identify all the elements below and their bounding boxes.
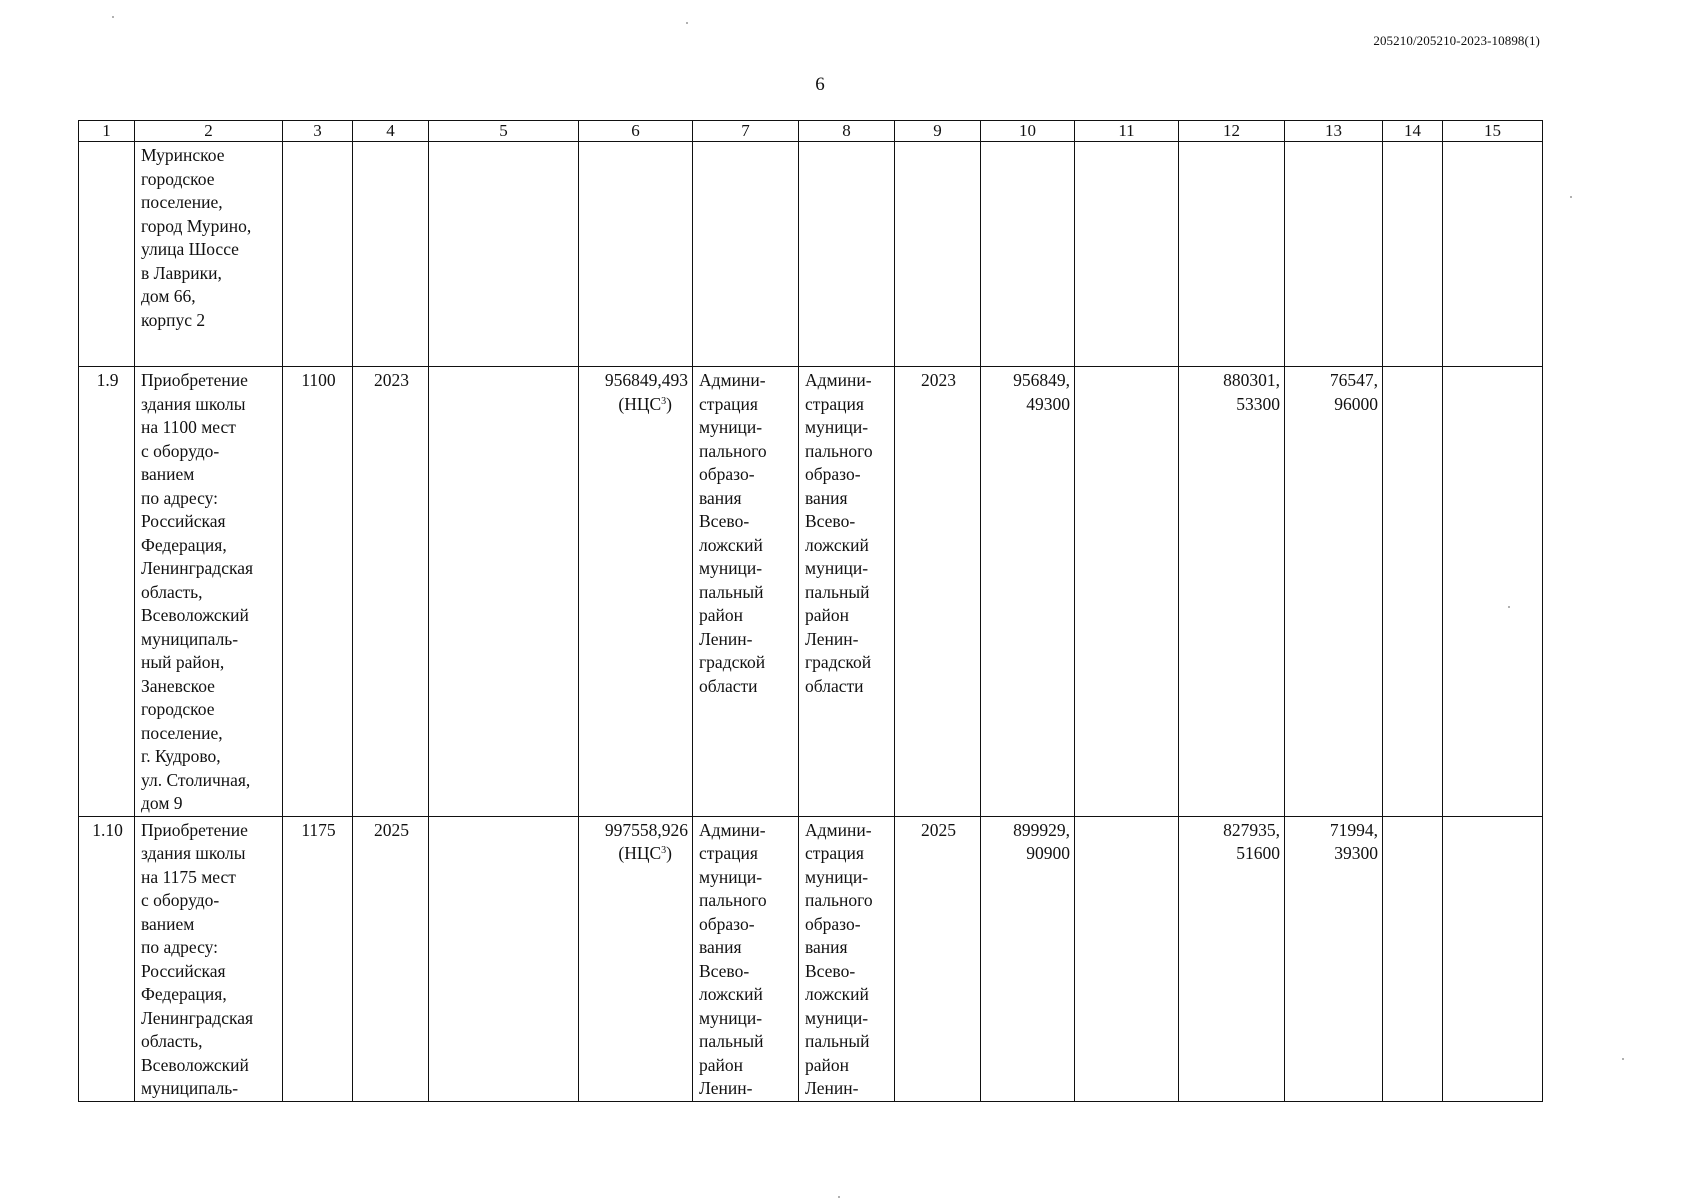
period-year-cell	[895, 142, 981, 367]
cell-text: 2023	[921, 370, 956, 390]
cell-line: пального	[699, 890, 767, 910]
amount-federal-cell	[1179, 816, 1285, 1101]
cell-line: 899929,	[1013, 819, 1070, 840]
cell-line: город Мурино,	[141, 215, 252, 236]
cost-note: (НЦС$^3$)	[618, 393, 672, 414]
amount-federal-cell	[1179, 367, 1285, 817]
column-number-row	[79, 121, 1543, 142]
cell-line: Всеволожский	[141, 605, 249, 625]
cell-line: муниципаль-	[141, 1078, 239, 1098]
amount-total-cell	[981, 367, 1075, 817]
column-15-cell	[1443, 367, 1543, 817]
cell-line: дом 66,	[141, 286, 196, 306]
column-14-cell	[1383, 367, 1443, 817]
cell-line: район	[699, 1054, 743, 1075]
cell-line: муници-	[699, 1007, 763, 1028]
cell-line: по адресу:	[141, 937, 219, 957]
cell-text: 2023	[374, 370, 409, 390]
cost-note: (НЦС$^3$)	[618, 843, 672, 863]
column-number-4: 4	[353, 121, 429, 142]
cell-line: с оборудо-	[141, 440, 220, 461]
column-15-cell	[1443, 816, 1543, 1101]
cell-line: Федерация,	[141, 984, 227, 1004]
cell-line: муниципаль-	[141, 628, 239, 649]
cell-line: Российская	[141, 960, 226, 981]
year-cell	[353, 367, 429, 817]
cell-line: Всево-	[699, 960, 750, 981]
cell-line: район	[805, 605, 849, 625]
cell-line: здания школы	[141, 843, 246, 863]
column-number-9: 9	[895, 121, 981, 142]
cell-line: район	[699, 605, 743, 625]
cell-line: 90900	[1026, 843, 1070, 863]
cell-text: 1.10	[92, 819, 123, 840]
period-year-cell	[895, 367, 981, 817]
column-5-cell	[429, 816, 579, 1101]
cell-line: вания	[805, 487, 848, 508]
cell-line: 880301,	[1223, 370, 1280, 390]
capacity-cell	[283, 142, 353, 367]
cell-line: Ленин-	[699, 1078, 753, 1098]
capacity-cell	[283, 816, 353, 1101]
cell-line: Приобретение	[141, 370, 248, 390]
cell-line: муници-	[699, 417, 763, 437]
cell-line: образо-	[699, 464, 755, 484]
cell-line: Админи-	[699, 370, 766, 390]
customer-cell	[693, 367, 799, 817]
column-number-11: 11	[1075, 121, 1179, 142]
column-number-14: 14	[1383, 121, 1443, 142]
cost-value: 997558,926	[604, 819, 688, 840]
cell-line: ул. Столичная,	[141, 769, 251, 790]
cell-line: Всево-	[805, 960, 856, 981]
cost-value: 956849,493	[604, 370, 688, 390]
column-number-3: 3	[283, 121, 353, 142]
cell-line: ложский	[805, 534, 869, 555]
page-number: 6	[815, 74, 825, 95]
column-number-10: 10	[981, 121, 1075, 142]
cell-line: 827935,	[1223, 819, 1280, 840]
amount-total-cell	[981, 816, 1075, 1101]
cost-note-text: (НЦС	[618, 393, 662, 414]
cell-line: пальный	[805, 1031, 870, 1051]
cell-line: ный район,	[141, 652, 225, 672]
cell-line: градской	[699, 652, 766, 672]
cell-line: 96000	[1334, 393, 1378, 414]
amount-regional-cell	[1285, 816, 1383, 1101]
cell-line: в Лаврики,	[141, 262, 222, 283]
cell-line: страция	[805, 843, 864, 863]
cell-line: Всево-	[699, 511, 750, 531]
cell-line: с оборудо-	[141, 890, 220, 910]
cell-line: муници-	[699, 558, 763, 578]
cost-note-text: (НЦС	[618, 843, 662, 863]
amount-regional-cell	[1285, 142, 1383, 367]
cell-line: Админи-	[805, 370, 872, 390]
table-row	[79, 816, 1543, 1101]
cell-line: район	[805, 1054, 849, 1075]
column-number-8: 8	[799, 121, 895, 142]
cell-line: Админи-	[699, 819, 766, 840]
column-number-1: 1	[79, 121, 135, 142]
cell-line: на 1100 мест	[141, 417, 236, 437]
cell-line	[1291, 168, 1378, 192]
estimated-cost-cell	[579, 142, 693, 367]
cell-line: Ленинградская	[141, 558, 254, 578]
column-11-cell	[1075, 816, 1179, 1101]
estimated-cost-cell	[579, 816, 693, 1101]
cell-line: пального	[805, 440, 873, 461]
cell-text: 2025	[374, 819, 409, 840]
cell-line: Всеволожский	[141, 1054, 249, 1075]
column-11-cell	[1075, 367, 1179, 817]
cell-line: 956849,	[1013, 370, 1070, 390]
cell-line: 49300	[1026, 393, 1070, 414]
column-number-5: 5	[429, 121, 579, 142]
year-cell	[353, 816, 429, 1101]
cell-line: по адресу:	[141, 487, 219, 508]
cell-line: 76547,	[1329, 370, 1378, 390]
cell-line: пальный	[699, 1031, 764, 1051]
cell-line: Ленин-	[805, 1078, 859, 1098]
amount-total-cell	[981, 142, 1075, 367]
cell-line: страция	[699, 393, 758, 414]
column-5-cell	[429, 367, 579, 817]
cell-line	[1185, 168, 1280, 192]
executor-cell	[799, 367, 895, 817]
description-cell	[135, 816, 283, 1101]
column-5-cell	[429, 142, 579, 367]
cell-line: области	[805, 675, 864, 696]
cell-text: 2025	[921, 819, 956, 840]
cell-line: поселение,	[141, 722, 223, 743]
cell-line: городское	[141, 699, 215, 719]
table-row	[79, 367, 1543, 817]
column-14-cell	[1383, 142, 1443, 367]
cell-line: область,	[141, 1031, 203, 1051]
footnote-mark: 3	[661, 845, 667, 856]
cell-line: на 1175 мест	[141, 866, 236, 887]
cell-line: образо-	[699, 913, 755, 934]
cell-line: городское	[141, 168, 215, 189]
cell-line: Ленинградская	[141, 1007, 254, 1028]
cell-line: вания	[699, 937, 742, 957]
item-number-cell	[79, 816, 135, 1101]
column-15-cell	[1443, 142, 1543, 367]
cell-line: ложский	[805, 984, 869, 1004]
executor-cell	[799, 142, 895, 367]
cell-line	[987, 144, 1070, 168]
description-cell	[135, 367, 283, 817]
cell-line: муници-	[805, 417, 869, 437]
cell-line	[1185, 144, 1280, 168]
cell-text: 1100	[301, 370, 336, 390]
cell-line: 39300	[1334, 843, 1378, 863]
column-number-7: 7	[693, 121, 799, 142]
cell-line: страция	[805, 393, 864, 414]
cell-line: ванием	[141, 464, 195, 484]
cell-text: 1.9	[96, 370, 119, 390]
cell-line: 51600	[1236, 843, 1280, 863]
cell-line: область,	[141, 581, 203, 602]
cell-line: пальный	[699, 581, 764, 602]
cell-line: Заневское	[141, 675, 215, 696]
customer-cell	[693, 816, 799, 1101]
cell-line: образо-	[805, 913, 861, 934]
cell-line: Приобретение	[141, 819, 248, 840]
column-14-cell	[1383, 816, 1443, 1101]
cell-line: вания	[699, 487, 742, 508]
cell-line: Федерация,	[141, 534, 227, 555]
customer-cell	[693, 142, 799, 367]
cell-line: ложский	[699, 984, 763, 1004]
column-number-15: 15	[1443, 121, 1543, 142]
document-id: 205210/205210-2023-10898(1)	[1373, 33, 1540, 48]
amount-federal-cell	[1179, 142, 1285, 367]
cell-line: Всево-	[805, 511, 856, 531]
column-number-2: 2	[135, 121, 283, 142]
cell-line: Ленин-	[699, 628, 753, 649]
capacity-cell	[283, 367, 353, 817]
estimated-cost-cell	[579, 367, 693, 817]
year-cell	[353, 142, 429, 367]
executor-cell	[799, 816, 895, 1101]
cell-line: Российская	[141, 511, 226, 531]
description-cell	[135, 142, 283, 367]
cell-line: Админи-	[805, 819, 872, 840]
cell-text: 1175	[301, 819, 336, 840]
cell-line: Муринское	[141, 145, 225, 165]
cell-line: ложский	[699, 534, 763, 555]
cell-line: области	[699, 675, 758, 696]
item-number-cell	[79, 142, 135, 367]
column-number-12: 12	[1179, 121, 1285, 142]
cell-line: 53300	[1236, 393, 1280, 414]
cell-line: г. Кудрово,	[141, 746, 221, 766]
cell-line: муници-	[805, 866, 869, 887]
cell-line: муници-	[805, 1007, 869, 1028]
item-number-cell	[79, 367, 135, 817]
cell-line: образо-	[805, 464, 861, 484]
cell-line: муници-	[805, 558, 869, 578]
cell-line: 71994,	[1329, 819, 1378, 840]
column-number-6: 6	[579, 121, 693, 142]
period-year-cell	[895, 816, 981, 1101]
cell-line	[987, 168, 1070, 192]
cell-line: вания	[805, 937, 848, 957]
cell-line: пального	[805, 890, 873, 910]
cell-line: пального	[699, 440, 767, 461]
cell-line: улица Шоссе	[141, 239, 239, 259]
cell-line: дом 9	[141, 793, 183, 813]
footnote-mark: 3	[661, 395, 667, 407]
cell-line: муници-	[699, 866, 763, 887]
cell-line: градской	[805, 652, 872, 672]
column-11-cell	[1075, 142, 1179, 367]
cell-line	[1291, 144, 1378, 168]
cell-line: поселение,	[141, 192, 223, 212]
cell-line: Ленин-	[805, 628, 859, 649]
amount-regional-cell	[1285, 367, 1383, 817]
data-table	[78, 120, 1543, 1102]
table-row	[79, 142, 1543, 367]
cell-line: пальный	[805, 581, 870, 602]
cell-line: страция	[699, 843, 758, 863]
cell-line: здания школы	[141, 393, 246, 414]
column-number-13: 13	[1285, 121, 1383, 142]
cell-line: корпус 2	[141, 309, 206, 330]
cell-line: ванием	[141, 913, 195, 934]
